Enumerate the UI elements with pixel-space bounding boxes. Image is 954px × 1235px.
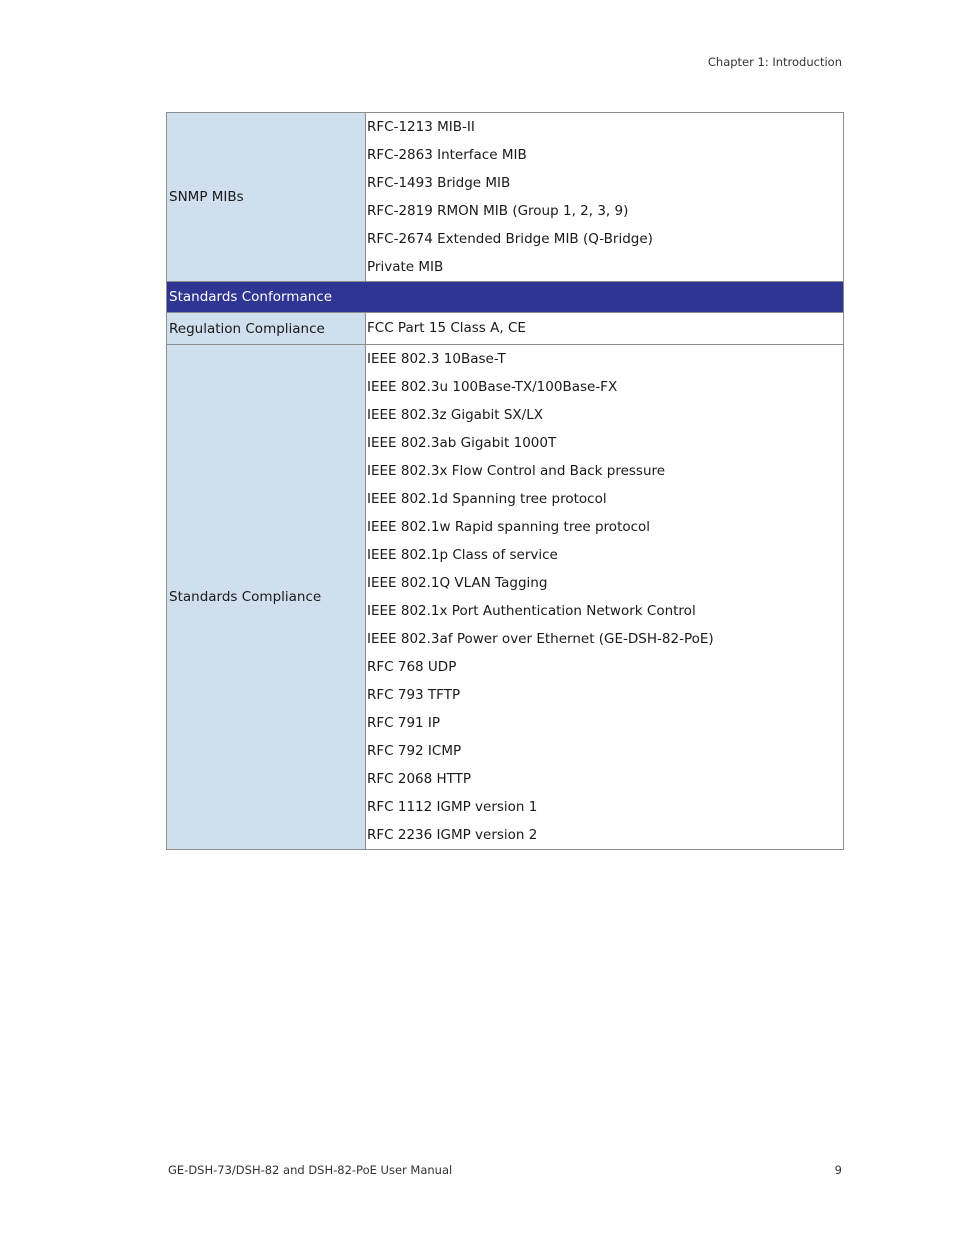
value-line: RFC-2819 RMON MIB (Group 1, 2, 3, 9) xyxy=(367,203,629,219)
value-line: IEEE 802.1w Rapid spanning tree protocol xyxy=(367,519,651,535)
section-title: Standards Conformance xyxy=(167,282,844,313)
table-row-standards xyxy=(167,345,844,850)
table-row-regulation xyxy=(167,313,844,345)
value-line: RFC 2236 IGMP version 2 xyxy=(367,827,538,843)
row-label-standards: Standards Compliance xyxy=(167,345,366,850)
value-line: IEEE 802.1p Class of service xyxy=(367,547,558,563)
value-line: RFC-2674 Extended Bridge MIB (Q-Bridge) xyxy=(367,231,653,247)
value-line: RFC 2068 HTTP xyxy=(367,771,472,787)
row-values-standards xyxy=(366,345,844,850)
running-header: Chapter 1: Introduction xyxy=(707,55,842,69)
value-line: RFC-2863 Interface MIB xyxy=(367,147,527,163)
footer-manual-title: GE-DSH-73/DSH-82 and DSH-82-PoE User Manual xyxy=(168,1163,453,1177)
value-line: IEEE 802.3af Power over Ethernet (GE-DSH-82-PoE) xyxy=(367,631,714,647)
value-line: RFC-1493 Bridge MIB xyxy=(367,175,511,191)
row-value-regulation: FCC Part 15 Class A, CE xyxy=(366,313,844,345)
value-line: RFC 793 TFTP xyxy=(367,687,461,703)
value-line: RFC 1112 IGMP version 1 xyxy=(367,799,538,815)
spec-table xyxy=(166,112,844,850)
value-line: RFC 792 ICMP xyxy=(367,743,462,759)
table-row-snmp xyxy=(167,113,844,282)
value-line: IEEE 802.3 10Base-T xyxy=(367,351,506,367)
value-line: RFC 768 UDP xyxy=(367,659,457,675)
value-line: RFC-1213 MIB-II xyxy=(367,119,475,135)
row-values-snmp xyxy=(366,113,844,282)
section-row xyxy=(167,282,844,313)
value-line: IEEE 802.3x Flow Control and Back pressure xyxy=(367,463,666,479)
value-line: IEEE 802.1Q VLAN Tagging xyxy=(367,575,548,591)
value-line: Private MIB xyxy=(367,259,444,275)
value-line: IEEE 802.1x Port Authentication Network Control xyxy=(367,603,696,619)
value-line: IEEE 802.3u 100Base-TX/100Base-FX xyxy=(367,379,618,395)
row-label-snmp: SNMP MIBs xyxy=(167,113,366,282)
page-number: 9 xyxy=(834,1163,842,1177)
value-line: RFC 791 IP xyxy=(367,715,441,731)
value-line: IEEE 802.3z Gigabit SX/LX xyxy=(367,407,543,423)
row-label-regulation: Regulation Compliance xyxy=(167,313,366,345)
value-line: IEEE 802.3ab Gigabit 1000T xyxy=(367,435,557,451)
value-line: IEEE 802.1d Spanning tree protocol xyxy=(367,491,607,507)
